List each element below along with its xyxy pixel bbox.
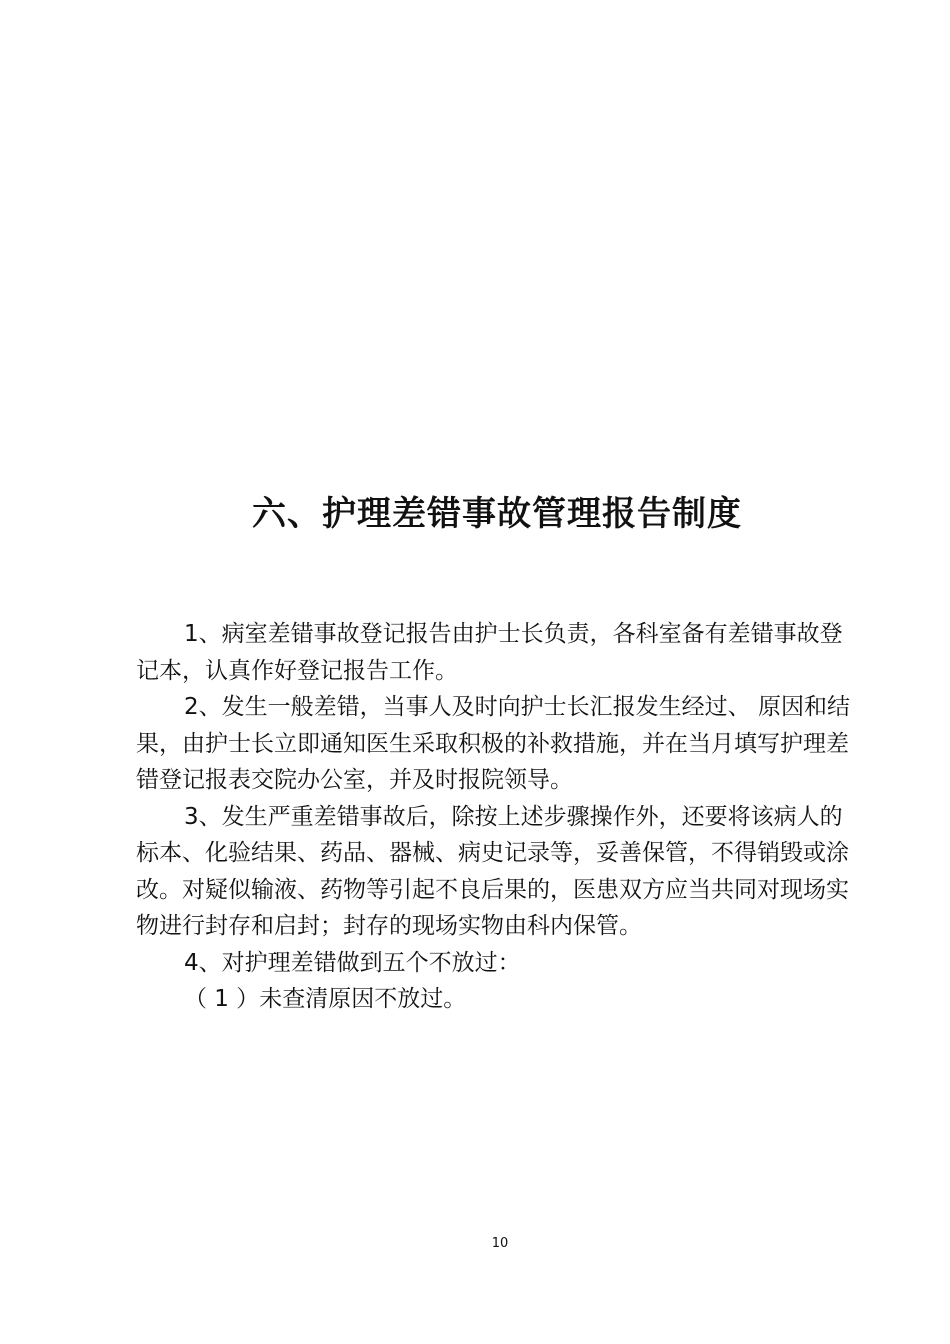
paragraph-3: 3、发生严重差错事故后，除按上述步骤操作外，还要将该病人的标本、化验结果、药品、器械、病史记录等，妥善保管，不得销毁或涂改。对疑似输液、药物等引起不良后果的，医患双方应当共同对现场实物进行封存和启封；封存的现场实物由科内保管。 — [136, 803, 849, 939]
paragraph-2: 2、发生一般差错，当事人及时向护士长汇报发生经过、 原因和结果，由护士长立即通知医生采取积极的补救措施，并在当月填写护理差错登记报表交院办公室，并及时报院领导。 — [136, 694, 850, 793]
paragraph-1: 1、病室差错事故登记报告由护士长负责，各科室备有差错事故登记本，认真作好登记报告工作。 — [136, 621, 843, 684]
page-title: 六、护理差错事故管理报告制度 — [252, 493, 742, 534]
paragraph-4: 4、对护理差错做到五个不放过： — [184, 949, 521, 976]
page-number: 10 — [491, 1236, 509, 1251]
paragraph-5: （ 1 ）未查清原因不放过。 — [184, 986, 467, 1012]
document-body — [136, 616, 860, 1018]
